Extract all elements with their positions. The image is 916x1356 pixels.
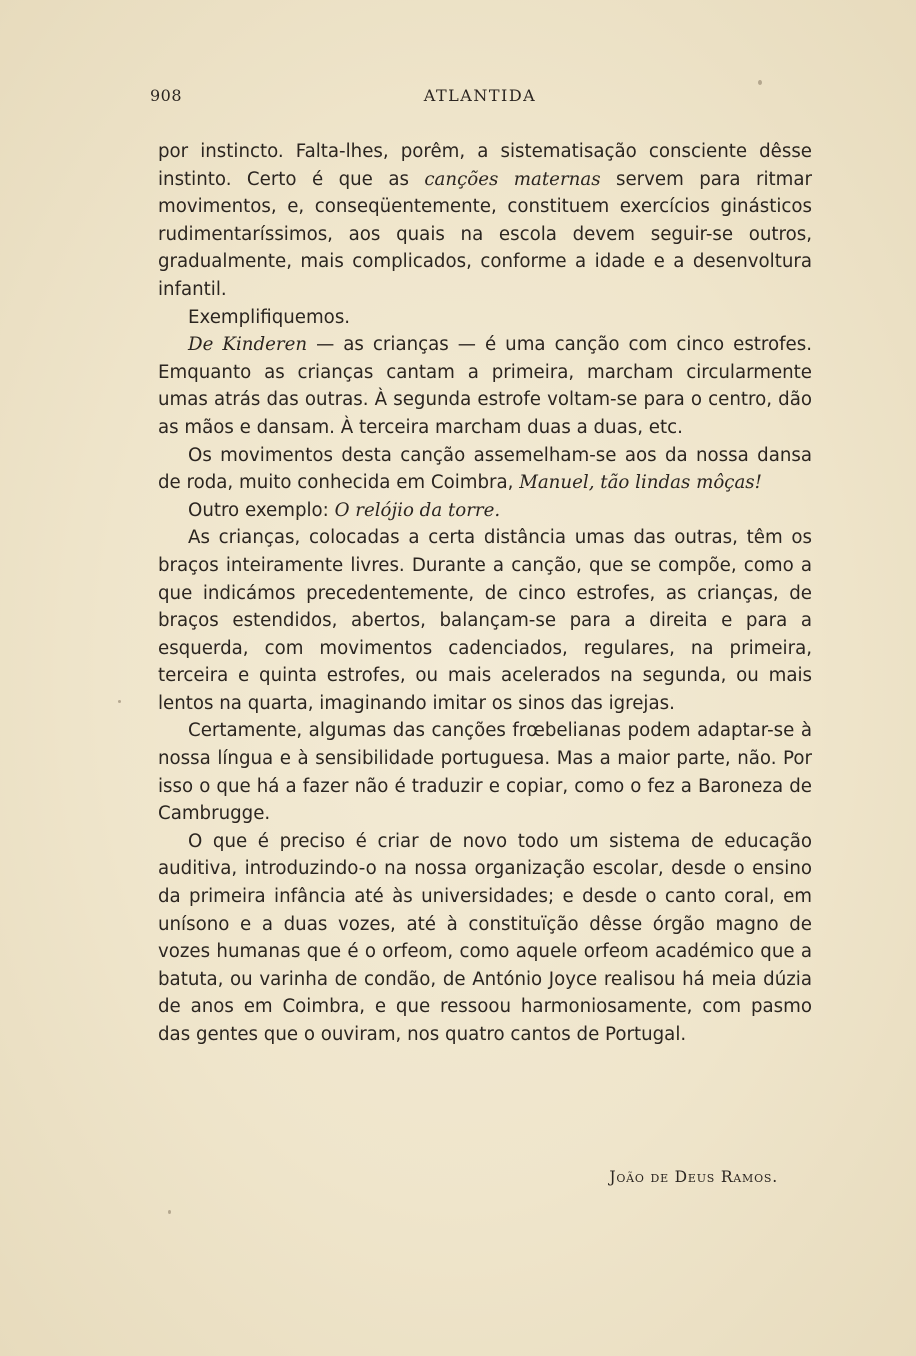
paragraph-4-italic: Manuel, tão lindas môças! <box>519 472 762 494</box>
article-body <box>158 138 812 1049</box>
paragraph-2 <box>158 304 812 332</box>
paragraph-5 <box>158 497 812 525</box>
paragraph-1-text-a: por instincto. Falta-lhes, porêm, a sistematisação consciente dêsse instinto. Certo é que as <box>158 141 812 190</box>
author-signature: João de Deus Ramos. <box>609 1168 778 1186</box>
paragraph-3-text: — as crianças — é uma canção com cinco estrofes. Emquanto as crianças cantam a primeira, marcham circularmente umas atrás das outras. À segunda estrofe voltam-se para o centro, dão as mãos e dansam. À terceira marcham duas a duas, etc. <box>158 334 812 438</box>
paragraph-2-text: Exemplifiquemos. <box>188 306 351 328</box>
paragraph-3-italic: De Kinderen <box>188 334 308 356</box>
paragraph-8-text: O que é preciso é criar de novo todo um sistema de educação auditiva, introduzindo-o na nossa organização escolar, desde o ensino da primeira infância até às universidades; e desde o canto coral, em unísono e a duas vozes, até à constituïção dêsse órgão magno de vozes humanas que é o orfeom, como aquele orfeom académico que a batuta, ou varinha de condão, de António Joyce realisou há meia dúzia de anos em Coimbra, e que ressoou harmoniosamente, com pasmo das gentes que o ouviram, nos quatro cantos de Portugal. <box>158 830 812 1045</box>
journal-title: ATLANTIDA <box>423 86 537 105</box>
running-head <box>150 86 810 116</box>
paragraph-6 <box>158 524 812 717</box>
paragraph-4 <box>158 442 812 497</box>
paragraph-5-text: Outro exemplo: <box>188 499 335 521</box>
paragraph-1-text-c: servem para ritmar movimentos, e, conseqüentemente, constituem exercícios ginásticos rudimentaríssimos, aos quais na escola devem seguir-se outros, gradualmente, mais complicados, conforme a idade e a desenvoltura infantil. <box>158 168 812 300</box>
paper-speck <box>758 80 762 85</box>
paragraph-8 <box>158 828 812 1049</box>
paper-speck <box>118 700 121 703</box>
paragraph-7-text: Certamente, algumas das canções frœbelianas podem adaptar-se à nossa língua e à sensibilidade portuguesa. Mas a maior parte, não. Por isso o que há a fazer não é traduzir e copiar, como o fez a Baroneza de Cambrugge. <box>158 720 812 825</box>
paragraph-1 <box>158 138 812 304</box>
paragraph-3 <box>158 331 812 441</box>
page-number: 908 <box>150 86 183 105</box>
paragraph-6-text: As crianças, colocadas a certa distância umas das outras, têm os braços inteiramente livres. Durante a canção, que se compõe, como a que indicámos precedentemente, de cinco estrofes, as crianças, de braços estendidos, abertos, balançam-se para a direita e para a esquerda, com movimentos cadenciados, regulares, na primeira, terceira e quinta estrofes, ou mais acelerados na segunda, ou mais lentos na quarta, imaginando imitar os sinos das igrejas. <box>158 527 812 714</box>
paragraph-1-italic: canções maternas <box>424 168 601 190</box>
paragraph-5-italic: O relójio da torre. <box>334 499 501 521</box>
paragraph-7 <box>158 717 812 827</box>
paper-speck <box>168 1210 171 1214</box>
paragraph-4-text: Os movimentos desta canção assemelham-se aos da nossa dansa de roda, muito conhecida em Coimbra, <box>158 444 812 494</box>
